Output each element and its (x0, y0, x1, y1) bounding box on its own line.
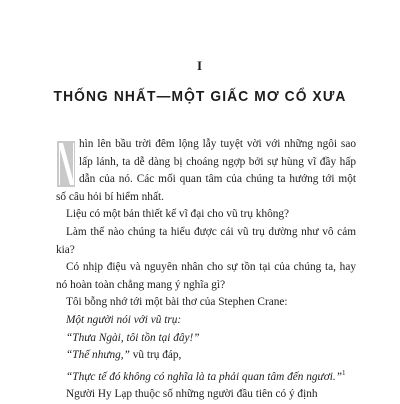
paragraph-5: Tôi bỗng nhớ tới một bài thơ của Stephen Crane: (66, 296, 288, 309)
paragraph-1 (56, 136, 356, 206)
paragraph-10: Người Hy Lạp thuộc số những người đầu tiên có ý định (66, 388, 318, 401)
paragraph-4: Có nhịp điệu và nguyên nhân cho sự tồn tại của chúng ta, hay nó hoàn toàn chẳng mang ý nghĩa gì? (56, 261, 356, 291)
drop-cap-glyph-icon (56, 140, 76, 188)
poem-line-4-text: “Thực tế đó không có nghĩa là ta phải quan tâm đến ngươi.” (66, 370, 342, 383)
paragraph-3: Làm thế nào chúng ta hiểu được cái vũ trụ dường như vô cảm kia? (56, 225, 356, 256)
paragraph-1-text: hìn lên bầu trời đêm lộng lẫy tuyệt vời với những ngôi sao lấp lánh, ta dễ dàng bị choáng ngợp bởi sự hùng vĩ đầy hấp dẫn của nó. Các mối quan tâm của chúng ta hướng tới một số câu hỏi bí hiểm nhất. (56, 138, 356, 203)
paragraph-2: Liệu có một bản thiết kế vĩ đại cho vũ trụ không? (66, 208, 290, 221)
poem-line-3 (56, 347, 356, 365)
chapter-number: I (196, 58, 204, 73)
poem-line-2: “Thưa Ngài, tôi tồn tại đây!” (66, 331, 200, 344)
poem-line-4 (56, 365, 356, 386)
poem-line-1: Một người nói với vũ trụ: (66, 313, 182, 326)
chapter-title: THỐNG NHẤT—MỘT GIẤC MƠ CỔ XƯA (53, 88, 347, 105)
footnote-marker[interactable]: 1 (341, 368, 346, 377)
drop-cap (56, 140, 76, 188)
poem-line-3-rest: vũ trụ đáp, (129, 349, 182, 362)
poem-line-3-quote: “Thế nhưng,” (66, 349, 130, 362)
body-text (56, 136, 356, 404)
